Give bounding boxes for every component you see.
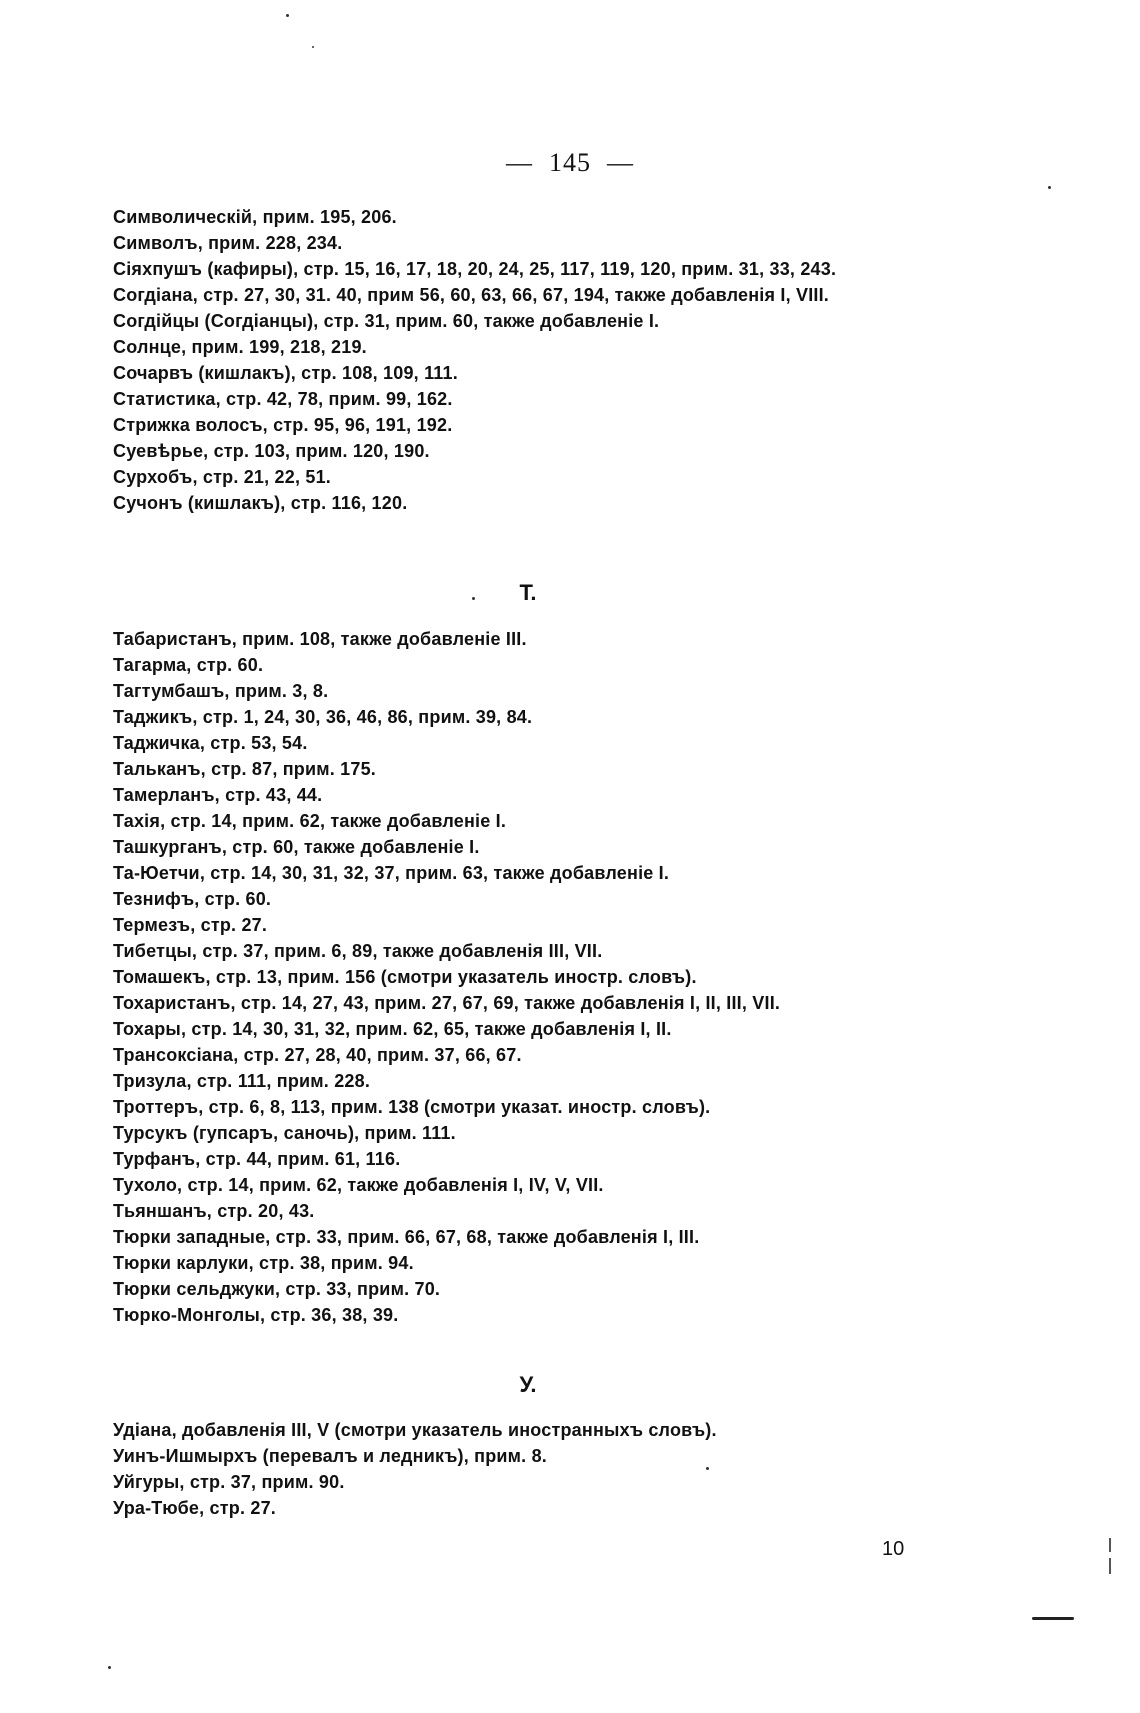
scan-line [1109, 1538, 1111, 1552]
scan-speck [472, 597, 475, 600]
index-entry: Тюрки западные, стр. 33, прим. 66, 67, 68, также добавленія I, III. [113, 1227, 700, 1247]
scan-speck [286, 14, 289, 17]
index-entry: Сучонъ (кишлакъ), стр. 116, 120. [113, 493, 408, 513]
index-entry: Символическій, прим. 195, 206. [113, 207, 397, 227]
index-entry: Тухоло, стр. 14, прим. 62, также добавленія I, IV, V, VII. [113, 1175, 604, 1195]
index-entry: Ура-Тюбе, стр. 27. [113, 1498, 276, 1518]
index-entry: Тохаристанъ, стр. 14, 27, 43, прим. 27, 67, 69, также добавленія I, II, III, VII. [113, 993, 781, 1013]
index-entry: Суевѣрье, стр. 103, прим. 120, 190. [113, 441, 430, 461]
index-entry: Троттеръ, стр. 6, 8, 113, прим. 138 (смотри указат. иностр. словъ). [113, 1097, 711, 1117]
index-entry: Тюрки карлуки, стр. 38, прим. 94. [113, 1253, 414, 1273]
index-entry: Тамерланъ, стр. 43, 44. [113, 785, 323, 805]
index-entry: Тюрко-Монголы, стр. 36, 38, 39. [113, 1305, 399, 1325]
scan-speck [108, 1666, 111, 1669]
index-entry: Турсукъ (гупсаръ, саночь), прим. 111. [113, 1123, 456, 1143]
section-heading-t: Т. [519, 580, 537, 605]
index-entry: Тризула, стр. 111, прим. 228. [113, 1071, 371, 1091]
index-entry: Удіана, добавленія III, V (смотри указатель иностранныхъ словъ). [113, 1420, 717, 1440]
index-entry: Трансоксіана, стр. 27, 28, 40, прим. 37, 66, 67. [113, 1045, 522, 1065]
index-entry: Стрижка волосъ, стр. 95, 96, 191, 192. [113, 415, 453, 435]
index-entry: Таджичка, стр. 53, 54. [113, 733, 308, 753]
index-entry: Согдійцы (Согдіанцы), стр. 31, прим. 60, также добавленіе I. [113, 311, 660, 331]
scan-speck [706, 1467, 709, 1470]
scan-line [1109, 1558, 1111, 1574]
header-dash-left: — [506, 148, 533, 177]
index-entry: Та-Юетчи, стр. 14, 30, 31, 32, 37, прим. 63, также добавленіе I. [113, 863, 670, 883]
index-entry: Ташкурганъ, стр. 60, также добавленіе I. [113, 837, 480, 857]
index-entry: Тохары, стр. 14, 30, 31, 32, прим. 62, 65, также добавленія I, II. [113, 1019, 672, 1039]
index-entry: Сіяхпушъ (кафиры), стр. 15, 16, 17, 18, 20, 24, 25, 117, 119, 120, прим. 31, 33, 243. [113, 259, 837, 279]
index-section-u [113, 1417, 717, 1521]
index-entry: Тьяншанъ, стр. 20, 43. [113, 1201, 315, 1221]
index-entry: Табаристанъ, прим. 108, также добавленіе III. [113, 629, 527, 649]
header-dash-right: — [607, 148, 634, 177]
index-entry: Солнце, прим. 199, 218, 219. [113, 337, 367, 357]
index-section-s [113, 204, 836, 516]
index-entry: Турфанъ, стр. 44, прим. 61, 116. [113, 1149, 401, 1169]
index-entry: Символъ, прим. 228, 234. [113, 233, 343, 253]
index-entry: Тюрки сельджуки, стр. 33, прим. 70. [113, 1279, 441, 1299]
section-heading-u: У. [519, 1372, 537, 1397]
index-entry: Тибетцы, стр. 37, прим. 6, 89, также добавленія III, VII. [113, 941, 603, 961]
page-header [0, 148, 1140, 178]
scan-speck [1048, 186, 1051, 189]
index-section-t [113, 626, 780, 1328]
index-entry: Тагтумбашъ, прим. 3, 8. [113, 681, 329, 701]
page-number: 145 [549, 148, 591, 177]
index-entry: Согдіана, стр. 27, 30, 31. 40, прим 56, 60, 63, 66, 67, 194, также добавленія I, VIII. [113, 285, 829, 305]
index-entry: Тезнифъ, стр. 60. [113, 889, 272, 909]
index-entry: Уинъ-Ишмырхъ (перевалъ и ледникъ), прим. 8. [113, 1446, 547, 1466]
index-entry: Уйгуры, стр. 37, прим. 90. [113, 1472, 345, 1492]
signature-mark: 10 [882, 1538, 905, 1560]
index-entry: Тагарма, стр. 60. [113, 655, 264, 675]
index-entry: Сочарвъ (кишлакъ), стр. 108, 109, 111. [113, 363, 458, 383]
index-entry: Термезъ, стр. 27. [113, 915, 268, 935]
index-entry: Сурхобъ, стр. 21, 22, 51. [113, 467, 331, 487]
index-entry: Томашекъ, стр. 13, прим. 156 (смотри указатель иностр. словъ). [113, 967, 697, 987]
index-entry: Тахія, стр. 14, прим. 62, также добавленіе I. [113, 811, 507, 831]
index-entry: Тальканъ, стр. 87, прим. 175. [113, 759, 377, 779]
index-entry: Таджикъ, стр. 1, 24, 30, 36, 46, 86, прим. 39, 84. [113, 707, 533, 727]
scan-speck [312, 46, 314, 48]
scan-dash [1032, 1617, 1074, 1620]
index-entry: Статистика, стр. 42, 78, прим. 99, 162. [113, 389, 453, 409]
